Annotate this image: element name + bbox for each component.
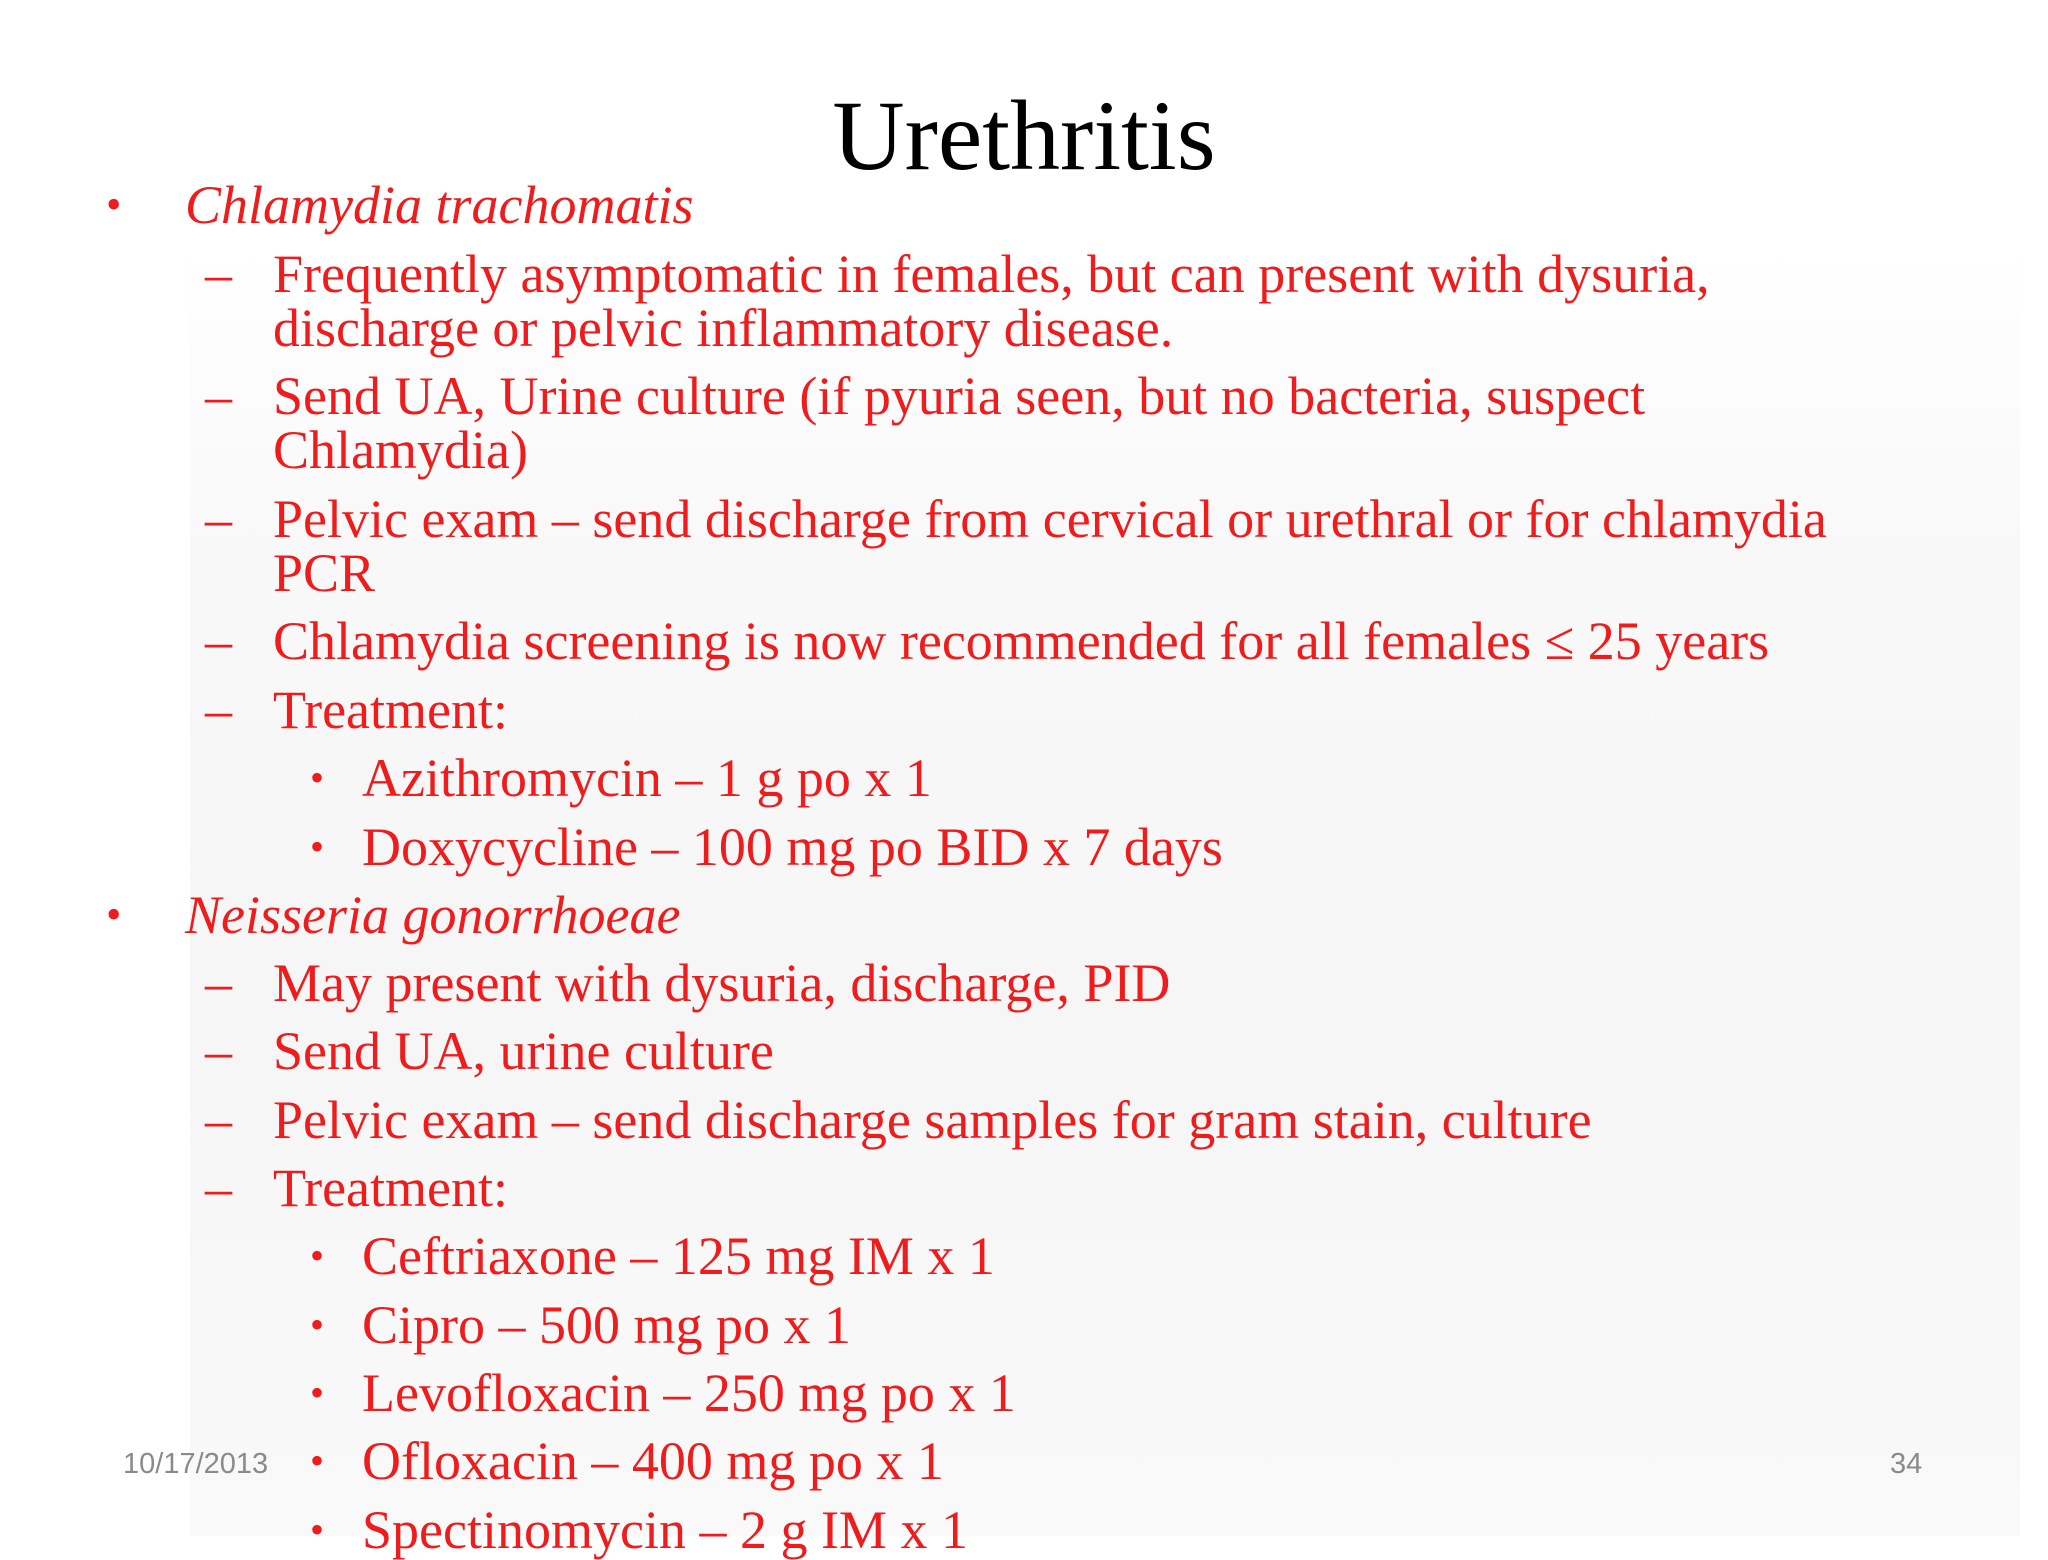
- point-text-continued: PCR: [273, 543, 376, 603]
- treatment-item: Ceftriaxone – 125 mg IM x 1: [362, 1226, 995, 1286]
- point-text: Send UA, urine culture: [273, 1021, 774, 1081]
- point-dash: –: [205, 680, 232, 740]
- treatment-item: Azithromycin – 1 g po x 1: [362, 748, 932, 808]
- point-text: Pelvic exam – send discharge samples for gram stain, culture: [273, 1090, 1592, 1150]
- treatment-item: Doxycycline – 100 mg po BID x 7 days: [362, 817, 1223, 877]
- point-text: Chlamydia screening is now recommended for all females ≤ 25 years: [273, 611, 1770, 671]
- treatment-bullet: •: [310, 1233, 325, 1278]
- point-text: Frequently asymptomatic in females, but can present with dysuria,: [273, 244, 1710, 304]
- section-heading-neisseria: Neisseria gonorrhoeae: [185, 885, 681, 945]
- section-bullet: •: [106, 890, 122, 939]
- treatment-bullet: •: [310, 755, 325, 800]
- point-dash: –: [205, 1090, 232, 1150]
- treatment-item: Spectinomycin – 2 g IM x 1: [362, 1500, 968, 1560]
- point-dash: –: [205, 1158, 232, 1218]
- point-text: May present with dysuria, discharge, PID: [273, 953, 1171, 1013]
- point-text-continued: Chlamydia): [273, 420, 528, 480]
- slide-page-number: 34: [1890, 1448, 1923, 1480]
- section-heading-chlamydia: Chlamydia trachomatis: [185, 175, 694, 235]
- treatment-bullet: •: [310, 1507, 325, 1552]
- point-dash: –: [205, 953, 232, 1013]
- point-dash: –: [205, 489, 232, 549]
- treatment-item: Ofloxacin – 400 mg po x 1: [362, 1431, 944, 1491]
- treatment-item: Cipro – 500 mg po x 1: [362, 1295, 852, 1355]
- treatment-bullet: •: [310, 1370, 325, 1415]
- treatment-bullet: •: [310, 1438, 325, 1483]
- treatment-bullet: •: [310, 824, 325, 869]
- treatment-item: Levofloxacin – 250 mg po x 1: [362, 1363, 1016, 1423]
- point-dash: –: [205, 244, 232, 304]
- point-dash: –: [205, 1021, 232, 1081]
- treatment-bullet: •: [310, 1302, 325, 1347]
- point-text-continued: discharge or pelvic inflammatory disease.: [273, 298, 1174, 358]
- point-text: Send UA, Urine culture (if pyuria seen, but no bacteria, suspect: [273, 366, 1646, 426]
- slide-title: Urethritis: [832, 80, 1216, 191]
- point-text: Treatment:: [273, 1158, 508, 1218]
- point-text: Treatment:: [273, 680, 508, 740]
- point-dash: –: [205, 611, 232, 671]
- point-dash: –: [205, 366, 232, 426]
- point-text: Pelvic exam – send discharge from cervical or urethral or for chlamydia: [273, 489, 1827, 549]
- slide-date: 10/17/2013: [123, 1448, 269, 1480]
- section-bullet: •: [106, 180, 122, 229]
